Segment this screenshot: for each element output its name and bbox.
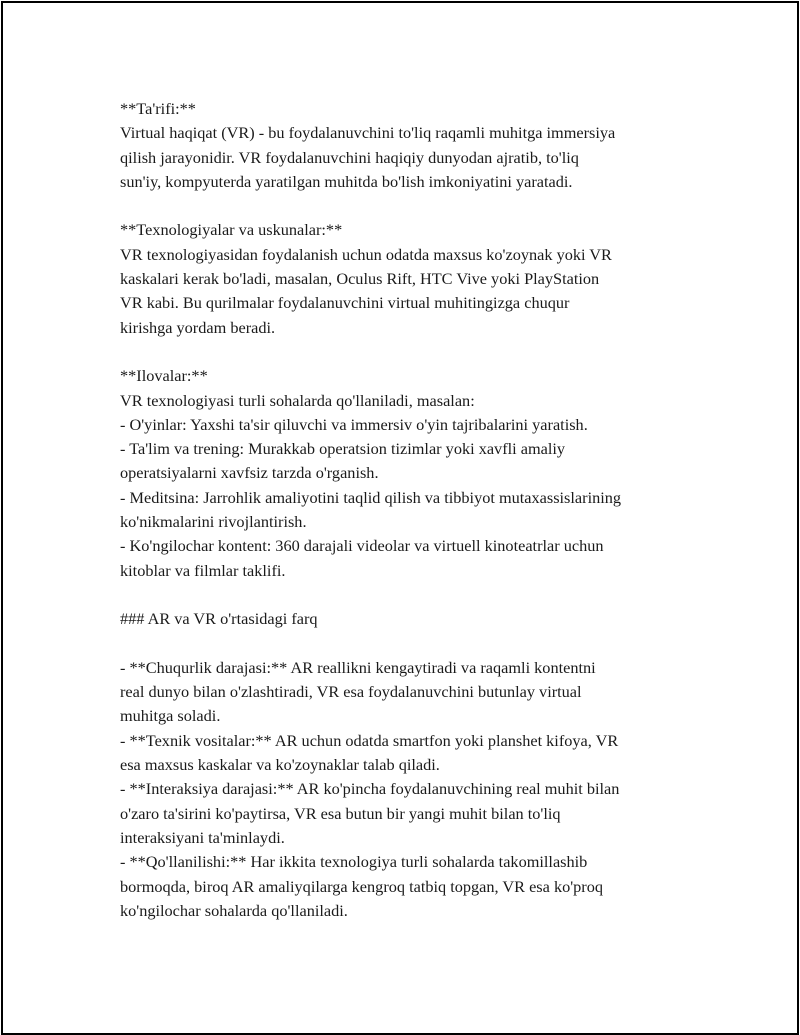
list-item-line: ko'ngilochar sohalarda qo'llaniladi. xyxy=(120,900,348,920)
paragraph-line: Virtual haqiqat (VR) - bu foydalanuvchini to'liq raqamli muhitga immersiya xyxy=(120,123,616,143)
list-item-line: o'zaro ta'sirini ko'paytirsa, VR esa butun bir yangi muhit bilan to'liq xyxy=(120,803,561,823)
list-item-line: operatsiyalarni xavfsiz tarzda o'rganish. xyxy=(120,463,379,483)
section-heading-ar-vs-vr: ### AR va VR o'rtasidagi farq xyxy=(120,609,318,629)
list-item-line: ko'nikmalarini rivojlantirish. xyxy=(120,512,307,532)
document-page xyxy=(1,1,799,1035)
paragraph-line: qilish jarayonidir. VR foydalanuvchini haqiqiy dunyodan ajratib, to'liq xyxy=(120,147,579,167)
section-heading-applications: **Ilovalar:** xyxy=(120,366,208,386)
list-item-line: muhitga soladi. xyxy=(120,706,221,726)
section-heading-definition: **Ta'rifi:** xyxy=(120,99,196,118)
list-item-line: - O'yinlar: Yaxshi ta'sir qiluvchi va immersiv o'yin tajribalarini yaratish. xyxy=(120,414,588,434)
list-item-line: - **Chuqurlik darajasi:** AR reallikni kengaytiradi va raqamli kontentni xyxy=(120,657,596,677)
list-item-line: esa maxsus kaskalar va ko'zoynaklar talab qiladi. xyxy=(120,755,440,775)
section-heading-technologies: **Texnologiyalar va uskunalar:** xyxy=(120,220,343,240)
list-item-line: - **Interaksiya darajasi:** AR ko'pincha foydalanuvchining real muhit bilan xyxy=(120,779,620,799)
paragraph-line: VR texnologiyasi turli sohalarda qo'llaniladi, masalan: xyxy=(120,390,475,410)
blank-line xyxy=(120,340,720,364)
list-item-line: - Ta'lim va trening: Murakkab operatsion tizimlar yoki xavfli amaliy xyxy=(120,439,566,459)
list-item-line: - **Texnik vositalar:** AR uchun odatda smartfon yoki planshet kifoya, VR xyxy=(120,730,619,750)
blank-line xyxy=(120,632,720,656)
blank-line xyxy=(120,583,720,607)
paragraph-line: VR texnologiyasidan foydalanish uchun odatda maxsus ko'zoynak yoki VR xyxy=(120,244,612,264)
blank-line xyxy=(120,194,720,218)
paragraph-line: kirishga yordam beradi. xyxy=(120,317,276,337)
list-item-line: real dunyo bilan o'zlashtiradi, VR esa foydalanuvchini butunlay virtual xyxy=(120,682,582,702)
paragraph-line: VR kabi. Bu qurilmalar foydalanuvchini virtual muhitingizga chuqur xyxy=(120,293,570,313)
document-body xyxy=(120,97,720,923)
list-item-line: kitoblar va filmlar taklifi. xyxy=(120,560,286,580)
list-item-line: bormoqda, biroq AR amaliyqilarga kengroq tatbiq topgan, VR esa ko'proq xyxy=(120,876,603,896)
paragraph-line: sun'iy, kompyuterda yaratilgan muhitda bo'lish imkoniyatini yaratadi. xyxy=(120,171,573,191)
list-item-line: interaksiyani ta'minlaydi. xyxy=(120,827,285,847)
list-item-line: - Ko'ngilochar kontent: 360 darajali videolar va virtuell kinoteatrlar uchun xyxy=(120,536,604,556)
paragraph-line: kaskalari kerak bo'ladi, masalan, Oculus Rift, HTC Vive yoki PlayStation xyxy=(120,269,600,289)
list-item-line: - **Qo'llanilishi:** Har ikkita texnologiya turli sohalarda takomillashib xyxy=(120,852,588,872)
list-item-line: - Meditsina: Jarrohlik amaliyotini taqlid qilish va tibbiyot mutaxassislarining xyxy=(120,487,622,507)
